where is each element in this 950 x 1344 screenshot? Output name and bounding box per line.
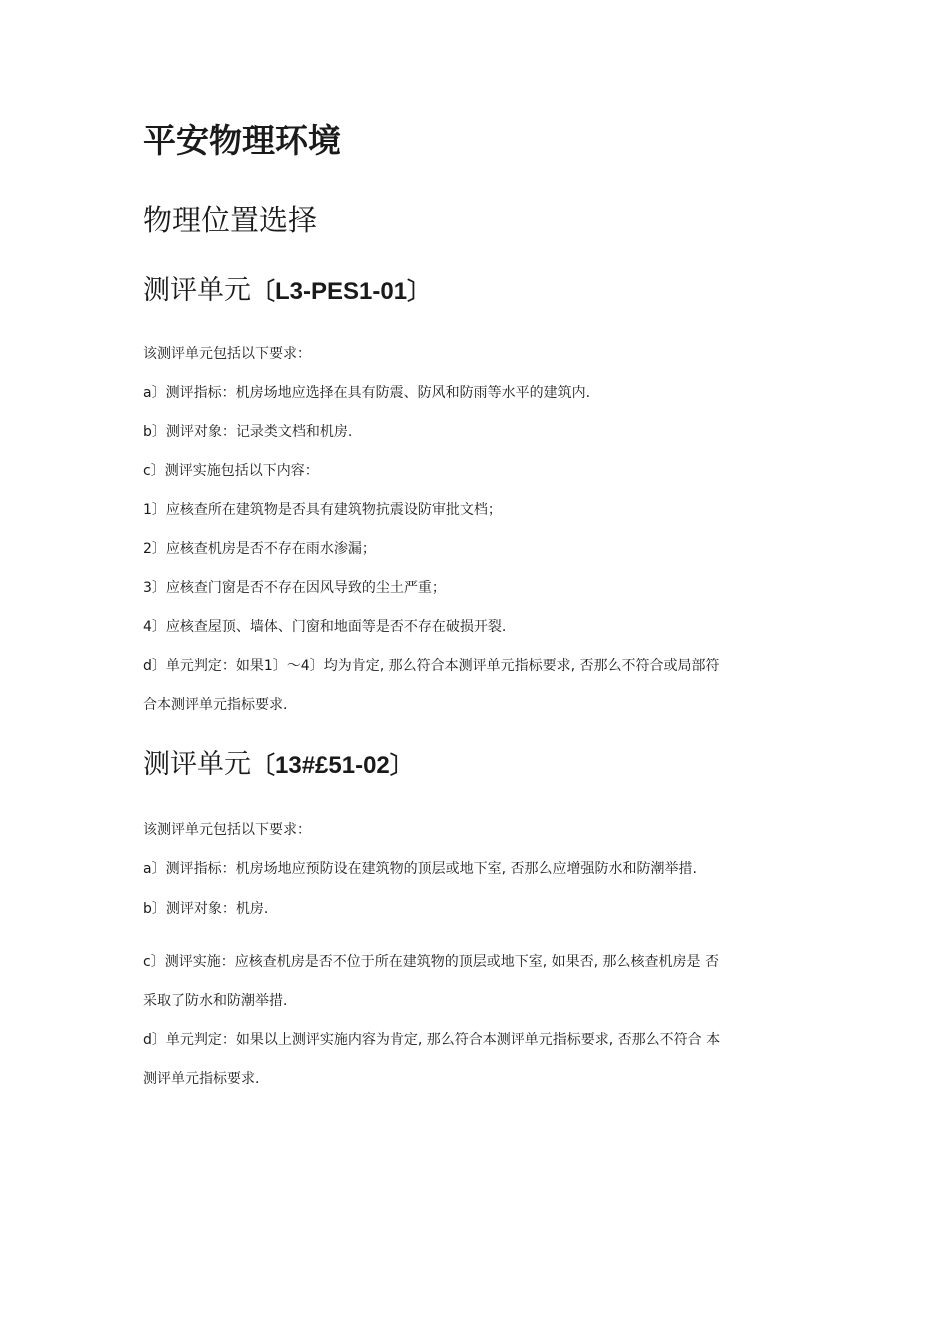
unit-code: 〔13#£51-02〕 — [251, 752, 414, 779]
requirement-item: b〕测评对象：机房. — [143, 901, 269, 917]
unit-heading-2 — [143, 745, 414, 786]
requirement-item: 3〕应核查门窗是否不存在因风导致的尘土严重； — [143, 580, 446, 596]
requirement-item: d〕单元判定：如果以上测评实施内容为肯定, 那么符合本测评单元指标要求, 否那么不符合 本 — [143, 1032, 721, 1048]
unit-code: 〔L3-PES1-01〕 — [251, 278, 432, 305]
requirement-item: 测评单元指标要求. — [143, 1071, 260, 1087]
requirement-item: c〕测评实施包括以下内容： — [143, 463, 319, 479]
requirement-item: 1〕应核查所在建筑物是否具有建筑物抗震设防审批文档； — [143, 502, 502, 518]
requirement-item: 采取了防水和防潮举措. — [143, 993, 288, 1009]
requirement-item: 合本测评单元指标要求. — [143, 697, 288, 713]
requirement-item: 2〕应核查机房是否不存在雨水渗漏； — [143, 541, 376, 557]
unit-intro: 该测评单元包括以下要求： — [143, 822, 311, 838]
unit-heading-1 — [143, 271, 431, 312]
section-title: 物理位置选择 — [143, 203, 318, 237]
unit-heading-text: 测评单元 — [143, 275, 251, 306]
requirement-item: 4〕应核查屋顶、墙体、门窗和地面等是否不存在破损开裂. — [143, 619, 507, 635]
page-title: 平安物理环境 — [143, 121, 341, 160]
requirement-item: c〕测评实施：应核查机房是否不位于所在建筑物的顶层或地下室, 如果否, 那么核查机房是 否 — [143, 954, 719, 970]
unit-intro: 该测评单元包括以下要求： — [143, 346, 311, 362]
requirement-item: a〕测评指标：机房场地应选择在具有防震、防风和防雨等水平的建筑内. — [143, 385, 591, 401]
unit-heading-text: 测评单元 — [143, 749, 251, 780]
requirement-item: a〕测评指标：机房场地应预防设在建筑物的顶层或地下室, 否那么应增强防水和防潮举措. — [143, 861, 697, 877]
requirement-item: b〕测评对象：记录类文档和机房. — [143, 424, 353, 440]
requirement-item: d〕单元判定：如果1〕〜4〕均为肯定, 那么符合本测评单元指标要求, 否那么不符合或局部符 — [143, 658, 720, 674]
